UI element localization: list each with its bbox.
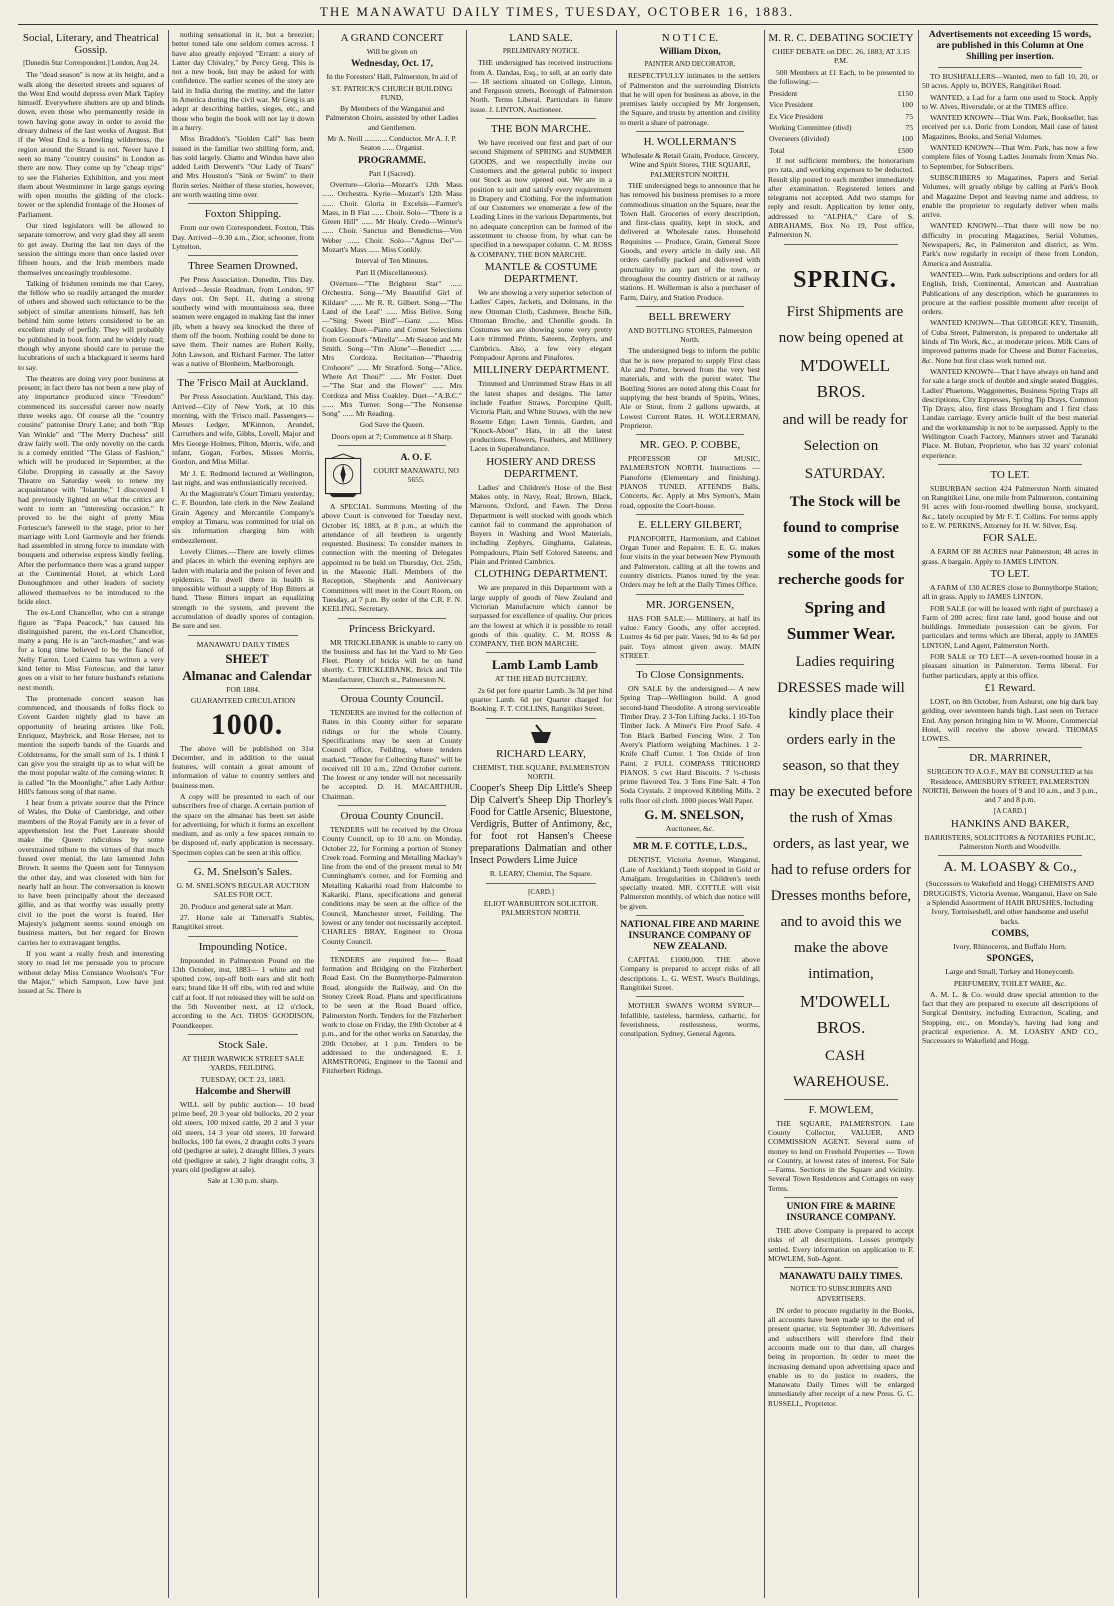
classified-ad: WANTED, a Lad for a farm one used to Stock. Apply to W. Alves, Riversdale, or at the TIMES office. (922, 92, 1098, 111)
paragraph: Our tired legislators will be allowed to separate tomorrow, and very glad they all seem to get away. During the last ten days of the session the sittings more than once lasted over fifteen hours, and the Irish members made themselves unceasingly troublesome. (18, 221, 164, 277)
classified-ad: WANTED KNOWN—That I have always on hand and for sale a large stock of double and single seated Buggies, Ladies' Phaetons, Waggonettes, Business Spring Traps all descriptions, City Expresses, Spring Tip Drays, Common Tip Drays; also, first class Brougham and 1 first class Landau carriage. Every article built of the best material and the workmanship is not to be surpassed. Apply to the Wellington Coach Factory, Manners street and Taranaki Place. M. Buban, Proprietor, who has 32 years' colonial experience. (922, 366, 1098, 460)
paragraph: If not sufficient members, the honorarium pro rata, and working expenses to be deducted. Result slip posted to each member immediately after examination. Registered letters and telegrams not accepted. Add two stamps for reply and result. Application by letter only, addressed to "ALPHA," Care of S. ABRAHAMS, Box No 19, Post office, Palmerston N. (768, 155, 914, 240)
paragraph: If you want a really fresh and interesting story to read let me persuade you to procure without delay Miss Constance Woolson's "For the Major," which Sampson, Low have just issued at 5s. There is (18, 948, 164, 996)
paragraph: MR TRICKLEBANK is unable to carry on the business and has let the Yard to Mr Geo Fleet. Plenty of bricks will be on hand shortly. C. TRICKLEBANK, Brick and Tile Manufacturer, Church st., Palmerston N. (322, 637, 462, 684)
almanac-line: MANAWATU DAILY TIMES (196, 639, 290, 649)
column-rule (616, 30, 617, 1598)
section-heading: MANAWATU DAILY TIMES. (779, 1272, 903, 1283)
paragraph: and will be ready for Selection on (782, 411, 908, 454)
divider (338, 445, 446, 446)
divider (938, 855, 1082, 856)
paragraph: MOTHER SWAN'S WORM SYRUP—Infallible, tasteless, harmless, cathartic, for feverishness, restlessness, worms, constipation. Sydney, General Agents. (620, 1001, 760, 1039)
section-heading: E. ELLERY GILBERT, (638, 518, 742, 531)
paragraph: LOST, on 8th October, from Ashurst, one big dark bay gelding, over seventeen hands high. Last seen on Terrace End. Any person bringing him to W. Moore, Commercial Hotel, will receive the above reward. THOMAS LOWES. (922, 696, 1098, 744)
divider (784, 244, 898, 245)
paragraph: IN order to procure regularity in the Books, all accounts have been made up to the end of present quarter, viz September 30. Advertisers and subscribers will therefore find their accounts made out to that date, all charges being in proportion. In order to meet the increasing demand upon advertising space and enable us to do justice to readers, the Manawatu Daily Times will be enlarged immediately after receipt of a new Press. G. C. RUSSELL, Proprietor. (768, 1305, 914, 1408)
section-heading: TO LET. (990, 567, 1030, 580)
paragraph: A copy will be presented to each of our subscribers free of charge. A certain portion of the space on the almanac has been set aside for advertising, for which it forms an excellent medium, and as only a few spaces remain to be disposed of, early application is necessary. Specimen copies can be seen at this office. (172, 792, 314, 857)
divider (188, 1034, 298, 1035)
prize-amount: 100 (901, 134, 913, 144)
column-header: Advertisements not exceeding 15 words, are published in this Column at One Shilling per insertion. (928, 30, 1092, 62)
divider (636, 594, 744, 595)
almanac-line: FOR 1884. (226, 684, 260, 694)
divider (486, 718, 596, 719)
divider (636, 837, 744, 838)
classified-ad: FOR SALE or TO LET—A seven-roomed house in a pleasant situation in Palmerston. Terms liberal. For further particulars, apply at this office. (922, 652, 1098, 680)
paragraph: WILL sell by public auction— 10 head prime beef, 20 3 year old bullocks, 20 2 year old steers, 100 mixed cattle, 20 2 and 3 year old steers, 14 3 year old steers, 10 forward bullocks, 100 fat ewes, 2 draught colts 3 years old (pedigree at sale), 2 draught fillies, 3 years old (pedigree at sale), 2 light draught colts, 3 years old (pedigree at sale). (172, 1099, 314, 1174)
column-7 (922, 30, 1098, 1598)
paragraph: TENDERS are required for— Road formation and Bridging on the Fitzherbert Road East. On the Bunnythorpe-Palmerston Road, alongside the Railway, and On the Stoney Creek Road. Plans and specifications to be seen at the Road Board office, Palmerston North. Tenders for the Fitzherbert work to close on Friday, the 19th October at 4 p.m., and for the other works on Saturday, the 20th October, at 1 p.m. Tenders to be addressed to the undersigned. E. J. ARMSTRONG, Engineer to the Taonui and Fitzherbert Ridings. (322, 954, 462, 1076)
paragraph: DENTIST, Victoria Avenue, Wanganui, (Late of Auckland.) Teeth stopped in Gold or Amalgam. Irregularities in Children's teeth specially treated. MR. COTTLE will visit Palmerston monthly, of which due notice will be given. (620, 855, 760, 911)
paragraph: Large and Small, Turkey and Honeycomb. (945, 967, 1075, 977)
section-heading: TO LET. (990, 468, 1030, 481)
auctioneer-name: Halcombe and Sherwill (195, 1086, 291, 1097)
concert-heading: A GRAND CONCERT (340, 32, 444, 44)
paragraph: TENDERS will be received by the Oroua County Council, up to 10 a.m. on Monday, October 22, for Forming a portion of Stoney Creek road. Forming and Metalling Mackay's line from the end of the present metal to Mr Cunningham's corner, and for Forming and Metalling Kakariki road from Halcombe to Kakariki. Plans, specifications and general conditions may be seen at the office of the Council, Manchester street, Feilding. The lowest or any tender not necessarily accepted. CHARLES BRAY, Engineer to Oroua County Council. (322, 825, 462, 946)
paragraph: At the Magistrate's Court Timaru yesterday, C. F. Bourdon, late clerk in the New Zealand Grain Agency and Mercantile Company's employ at Timaru, was committed for trial on six information charging him with embezzlement. (172, 489, 314, 545)
paragraph: The promenade concert season has commenced, and thousands of folks flock to Covent Garden nightly glad to have an opportunity of hearing artistes like Foli, Enriquez, Maybrick, and Rose Hersee, not to mention the superb bands of the Guards and Coldstreams, for the small sum of 1s. I think I can give you the straight tip as to what will be the most popular waltz of the coming winter. It is called "In the Moonlight," after Lady Arthur Hill's famous song of that name. (18, 693, 164, 796)
divider (784, 1267, 898, 1268)
classified-ad: WANTED KNOWN—That Wm. Park, Bookseller, has received per s.s. Doric from London, Mail case of latest Magazines, Books, and Serial Volumes. (922, 113, 1098, 141)
programme-heading: PROGRAMME. (358, 155, 426, 166)
paragraph: A. M. L. & Co. would draw special attention to the fact that they are prepared to execute all descriptions of Surgical Dentistry, including Extraction, Scaling, and Stopping, etc., on Monday's, having had long and practical experience. A. M. LOASBY AND CO., Successors to Wakefield and Hogg. (922, 989, 1098, 1046)
section-heading: Foxton Shipping. (204, 208, 282, 221)
paragraph: M'DOWELL BROS. (800, 355, 890, 401)
lamb-heading: Lamb Lamb Lamb (491, 657, 599, 673)
paragraph: CASH WAREHOUSE. (792, 1047, 890, 1090)
paragraph: Interval of Ten Minutes. (355, 256, 429, 266)
paragraph: Mr A. Neill ............ Conductor. Mr A. J. P. Seaton ...... Organist. (327, 134, 457, 153)
concert-date: Wednesday, Oct. 17, (350, 59, 434, 70)
paragraph: CAPITAL £1000,000. THE above Company is prepared to accept risks of all descriptions. L. G. WEST, West's Buildings, Rangitikei Street. (620, 955, 760, 992)
divider (784, 1099, 898, 1100)
paragraph: THE SQUARE, PALMERSTON. Late County Collector, VALUER, AND COMMISSION AGENT. Several sums of money to lend on Freehold Properties — Town or Country, at lowest rates of interest. For Sale—Farms. Sections in the Square and vicinity. Several Town Residences and Cottages on easy Terms. (768, 1118, 914, 1193)
almanac-line: GUARANTEED CIRCULATION (190, 696, 296, 706)
prize-label: Vice President (769, 100, 814, 110)
paragraph: (Successors to Wakefield and Hogg) CHEMISTS AND DRUGGISTS, Victoria Avenue, Wanganui, Have on Sale a Splendid Assortment of HAIR BRUSHES, Including Ivory, Tortoiseshell, and other handsome and useful backs. (923, 879, 1097, 926)
paragraph: HAS FOR SALE:— Millinery, at half its value. Fancy Goods, any offer accepted. Lustres 4s 6d per pair. Vases, 9d to 4s 6d per pair. Toys almost given away. MAIN STREET. (620, 613, 760, 660)
section-heading: N O T I C E. (661, 32, 719, 44)
paragraph: 500 Members at £1 Each, to be presented to the following:— (768, 67, 914, 86)
prize-row (768, 99, 914, 110)
divider (188, 861, 298, 862)
divider (486, 652, 596, 653)
classified-ad: WANTED KNOWN—That there will now be no difficulty in procuring Magazines, Serial Volumes, Newspapers, &c, in Palmerston and district, as Wm. Park's now regularly in receipt of these from London, America and Australia. (922, 221, 1098, 268)
paragraph: We are prepared in this Department with a large supply of goods of New Zealand and Victorian Manufacture which cannot be surpassed for excellence of quality. Our prices are the lowest at which it is possible to retail goods of this quality. C. M. ROSS & COMPANY, THE BON MARCHE. (470, 583, 612, 649)
divider (636, 664, 744, 665)
section-heading: Oroua County Council. (340, 693, 444, 706)
business-name: William Dixon, (659, 47, 721, 57)
divider (188, 372, 298, 373)
section-heading: £1 Reward. (984, 681, 1036, 694)
section-heading: UNION FIRE & MARINE INSURANCE COMPANY. (786, 1202, 896, 1224)
paragraph: Miss Braddon's "Golden Calf" has been issued in the familiar two shilling form, and, has sold largely. Chatto and Windus have also added Leith Derwent's "Our Lady of Tears" and Mrs Houston's "Sink or Swim" to their florin series. Neither of these stories, however, are worth wasting time over. (172, 134, 314, 200)
aof-block (322, 450, 462, 502)
masthead: THE MANAWATU DAILY TIMES, TUESDAY, OCTOBER 16, 1883. (319, 4, 795, 19)
column-rule (466, 30, 467, 1598)
paragraph: The undersigned begs to inform the public that he is now prepared to supply First class Ale and Porter, brewed from the very best materials, and with the purest water. The Bottling Stores are noted along this Coast for supplying the best brands of Spirits, Wines, Ale or Stout, from 2 gallons upwards, at Lowest Current Rates. H. WOLLERMAN, Proprietor. (620, 346, 760, 430)
paragraph: We have received our first and part of our second Shipment of SPRING and SUMMER GOODS, and we respectfully invite our Customers and the general public to inspect our Stock as now opened out. We are in a position to suit and satisfy every requirement in Drapery and Clothing. For the information of our Customers we enumerate a few of the Leading Lines in the various Departments, but no adequate conception can be formed of the assortment to choose from, by what can be specified in a newspaper column. C. M. ROSS & COMPANY, THE BON MARCHE. (470, 138, 612, 259)
mortar-pestle-icon (528, 723, 554, 745)
paragraph: Per Press Association. Dunedin, This Day. Arrived—Jessie Readman, from London, 97 days out. On Sept. 11, during a strong southerly wind with mountainous sea, three seamen were engaged in making fast the inner jib, when a heavy sea knocked the three of them off the boom. Nothing could be done to save them. Their names are Robert Kelly, John Lawson, and Richard Farmer. The latter was a native of Blenheim, Marlborough. (172, 275, 314, 368)
paragraph: ST. PATRICK'S CHURCH BUILDING FUND, (331, 83, 453, 102)
column-rule (318, 30, 319, 1598)
circulation-number: 1000. (210, 707, 284, 741)
prize-row (768, 133, 914, 144)
paragraph: I hear from a private source that the Prince of Wales, the Duke of Cambridge, and other members of the Royal Family are in a fever of apprehension lest the Poet Laureate should make the Queen ridiculous by some overstrained tribute to the virtues of that much fussed over menial, the late lamented John Brown. It seems the Queen sent for Tennyson the other day, and was closeted with him for nearly half an hour. The conversation is known to have been principally about the deceased gillie, and as that worthy was usually pretty civil to the poet the worst is feared. Her Majesty's judgment seems sound enough on business matters, but her regard for Brown carries her to extravagant lengths. (18, 798, 164, 947)
foresters-crest-icon (322, 450, 364, 502)
prize-label: Total (769, 145, 785, 155)
paragraph: CHIEF DEBATE on DEC. 26, 1883, AT 3.15 P.M. (772, 47, 910, 66)
column-6 (768, 30, 914, 1598)
divider (338, 688, 446, 689)
prize-row (768, 111, 914, 122)
paragraph: A SPECIAL Summons Meeting of the above Court is convened for Tuesday next, October 16, 1883, at 8 p.m., at which the attendance of all brethren is urgently requested. Business: To consider matters in connection with the meeting of Delegates appointed to be held on Thursday, Oct. 25th, in the Masonic Hall. Members of the Reception, Shepherds and Anniversary Committees will meet in the Court Room, on Tuesday, at 7 p.m. By order of the C.R. F. N. KEELING, Secretary. (322, 501, 462, 614)
column-4 (470, 30, 612, 1598)
classified-ad: WANTED—Wm. Park subscriptions and orders for all English, Irish, Continental, American and Australian Publications of any description, which he guarantees to procure at the earliest possible moment after receipt of orders. (922, 269, 1098, 317)
classified-ad: SUBSCRIBERS to Magazines, Papers and Serial Volumes, will greatly oblige by calling at Park's Book and Magazine Depot and leaving name and address, to enable the proprietor to regularly deliver when mails arrive. (922, 172, 1098, 220)
section-heading: HANKINS AND BAKER, (950, 817, 1070, 830)
divider (938, 67, 1082, 68)
divider (636, 306, 744, 307)
paragraph: First Shipments are now being opened at (778, 303, 904, 346)
paragraph: SUBURBAN section 424 Palmerston North situated on Rangitikei Line, one mile from Palmerston, containing 91 acres with four-roomed dwelling house, stockyard, &c., lately occupied by Mr F. T. Collins. For terms apply to E. W. PERKINS, Attorney for H. W. Silver, Esq. (922, 483, 1098, 531)
aof-heading: A. O. F. (400, 452, 432, 463)
product-heading: SPONGES, (986, 954, 1034, 965)
classified-ad: FOR SALE (or will be leased with right of purchase) a Farm of 200 acres; first rate land, good house and out buildings. Immediate possession can be given. For particulars and terms which are liberal, apply to JAMES LINTON, Land Agent, Palmerston North. (922, 603, 1098, 650)
chemist-name: RICHARD LEARY, (496, 747, 586, 760)
prize-amount: 75 (905, 111, 913, 121)
section-heading: The 'Frisco Mail at Auckland. (177, 377, 309, 390)
section-heading: M. R. C. DEBATING SOCIETY (768, 32, 914, 44)
section-heading: THE BON MARCHE. (491, 123, 591, 136)
divider (486, 883, 596, 884)
article-title: Social, Literary, and Theatrical Gossip. (22, 32, 160, 56)
section-heading: NATIONAL FIRE AND MARINE INSURANCE COMPANY OF NEW ZEALAND. (620, 920, 760, 953)
paragraph: BARRISTERS, SOLICITORS & NOTARIES PUBLIC, Palmerston North and Woodville. (924, 832, 1096, 852)
divider (188, 203, 298, 204)
paragraph: nothing sensational in it, but a breezier, better toned tale one seldom comes across. I have also greatly enjoyed "Errant: a story of Latter day Chivalry," by Percy Greg. This is not a new book, but may be asked for with confidence. The earlier scenes of the story are laid in India during the mutiny, and the latter in America during the civil war. Mr Greg is an adept at describing battles, sieges, etc., and those who begin the book will not lay it down in a hurry. (172, 30, 314, 132)
paragraph: PRELIMINARY NOTICE. (502, 47, 580, 55)
divider (338, 805, 446, 806)
almanac-line: SHEET (225, 650, 269, 666)
prize-row (768, 88, 914, 99)
divider (486, 118, 596, 119)
paragraph: Talking of Irishmen reminds me that Carey, the fellow who so readily arranged the murder of others and showed such reluctance to be the subject of similar attentions himself, has left behind him some letters considered to be an excellent study of perfidy. They will probably be published in book form and be widely read; though why anyone should care to peruse the lucubrations of such a blackguard it seems hard to say. (18, 278, 164, 372)
product-heading: COMBS, (991, 928, 1029, 939)
section-heading: Stock Sale. (218, 1038, 268, 1051)
divider (188, 635, 298, 636)
paragraph: The above will be published on 31st December, and in addition to the usual features, will contain a great amount of information of value to country settlers and business men. (172, 743, 314, 790)
divider (338, 618, 446, 619)
paragraph: Ivory, Rhinoceros, and Buffalo Horn. (953, 941, 1067, 951)
crest (470, 723, 612, 745)
section-heading: BELL BREWERY (648, 310, 732, 323)
section-heading: G. M. Snelson's Sales. (193, 866, 293, 879)
prize-label: President (769, 89, 798, 99)
prize-row (768, 145, 914, 156)
paragraph: Trimmed and Untrimmed Straw Hats in all the latest shapes and designs. The latter include Feather Straws, Porcupine Quill, Victoria Plait, and White Straws, with the new Rosette Edge; Lawn Tennis, Garden, and "Knock-About" Hats, in all the latest productions. Flowers, Feathers, and Millinery Laces in Superabundance. (470, 379, 612, 454)
section-heading: HOSIERY AND DRESS DEPARTMENT. (486, 455, 596, 480)
divider (188, 255, 298, 256)
section-heading: MR. JORGENSEN, (645, 598, 735, 611)
paragraph: PAINTER AND DECORATOR, (644, 60, 736, 68)
prize-label: Working Committee (divd) (769, 123, 852, 133)
auctioneer-name: G. M. SNELSON, (644, 807, 744, 822)
paragraph: By Members of the Wanganui and Palmerston Choirs, assisted by other Ladies and Gentlemen. (325, 104, 459, 132)
paragraph: [CARD.] (528, 887, 554, 896)
prize-row (768, 122, 914, 133)
section-heading: A. M. LOASBY & Co., (943, 860, 1077, 876)
section-heading: F. MOWLEM, (808, 1103, 874, 1116)
classified-ad: TO BUSHFALLERS—Wanted, men to fall 10, 20, or 50 acres. Apply to, BOYES, Rangitikei Road. (922, 72, 1098, 91)
paragraph: TUESDAY, OCT. 23, 1883. (200, 1074, 286, 1084)
paragraph: Part I (Sacred). (368, 168, 416, 178)
section-heading: H. WOLLERMAN'S (643, 136, 737, 149)
dateline: [Dunedin Star Correspondent.] London, Aug 24. (23, 59, 159, 67)
divider (636, 996, 744, 997)
divider (188, 936, 298, 937)
paragraph: A FARM of 130 ACRES close to Bunnythorpe Station; all in grass. Apply to JAMES LINTON. (922, 582, 1098, 602)
paragraph: 2s 6d per fore quarter Lamb. 3s 3d per hind quarter Lamb. 6d per Quarter charged for Booking. F. T. COLLINS, Rangitikei Street. (470, 685, 612, 714)
prize-amount: £150 (897, 89, 913, 99)
section-heading: To Close Consignments. (636, 669, 744, 682)
divider (636, 131, 744, 132)
paragraph: The "dead season" is now at its height, and a walk along the deserted streets and squares of the West End would depress even Mark Tapley himself. Everywhere shutters are up and blinds down, even those who permanently reside in town having gone away in order to avoid the dreary dulness of the last weeks of August. But if the West End is a howling wilderness, the region around the Strand is not. Never have I seen so many "country cousins" in London as there are now. They come up by "cheap trips" to see the Fisheries Exhibition, and you meet them about Westminster in large gangs eyeing with open mouths the gilding of the clock-tower or the splendid frontage of the Houses of Parliament. (18, 70, 164, 219)
paragraph: Auctioneer, &c. (665, 824, 715, 833)
paragraph: 20. Produce and general sale at Mart. (180, 901, 294, 911)
column-rule (168, 30, 169, 1598)
section-heading: LAND SALE. (509, 32, 573, 44)
paragraph: Wholesale & Retail Grain, Produce, Grocery, Wine and Spirit Stores, THE SQUARE, PALMERSTON NORTH. (621, 151, 759, 179)
section-heading: MANTLE & COSTUME DEPARTMENT. (484, 260, 598, 285)
paragraph: CHEMIST, THE SQUARE, PALMERSTON NORTH. (472, 762, 610, 781)
divider (338, 950, 446, 951)
column-rule (764, 30, 765, 1598)
paragraph: The theatres are doing very poor business at present; in fact there has not been a new play of any importance produced since "Freedom" commenced its successful career now nearly three weeks ago. Of course all the "country cousins" patronise Drury Lane; and both "Rip Van Winkle" and "The Merry Duchess" still draw fairly well. The only novelty on the cards is a comedy entitled "The Glass of Fashion," which will be produced in September, at the Globe. Dropping in casually at the Savoy Theatre on Saturday week to renew my acquaintance with "Iolanthe," I discovered I had previously lighted on what the critics are wont to term an "interesting occasion." It proved to be the night of pretty Miss Fortescue's farewell to the stage, prior to her marriage with Lord Garmoyle and her friends had assembled in strong force to inundate with bouquets and otherwise express kindly feeling. After the performance there was a grand supper at the Continental Hotel, at which Lord Donoughmore and other leaders of society allowed themselves to be introduced to the bride elect. (18, 373, 164, 606)
paragraph: THE undersigned begs to announce that he has removed his business premises to a more commodious situation on the Square, near the Town Hall. Groceries of every description, and first-class quality, kept in stock, and delivered at Wholesale rates. Household Requisites — Produce, Grain, General Store Goods, and every article in daily use. All orders carefully packed and delivered with punctuality to any part of the town, or throughout the country districts or at railway stations. H. Wollerman is also a purchaser of Farm, Dairy, and Station Produce. (620, 180, 760, 302)
section-heading: MR. GEO. P. COBBE, (639, 439, 741, 452)
classified-ad: WANTED KNOWN—That GEORGE KEY, Tinsmith, of Cuba Street, Palmerston, is prepared to undertake all kinds of Tin Work, &c., at moderate prices. Milk Cans of improved patterns made for Cheese and Butter Factories, &c. None but first class work turned out. (922, 318, 1098, 365)
column-rule (918, 30, 919, 1598)
prize-label: Ex Vice President (769, 111, 824, 121)
section-heading: Impounding Notice. (198, 940, 288, 953)
divider (938, 747, 1082, 748)
paragraph: Spring and Summer Wear. (786, 597, 896, 643)
paragraph: We are showing a very superior selection of Ladies' Capes, Jackets, and Dolmans, in the new Ottoman Cloth, Cashmere, Broche Silk, Ottoman Broche, and Chenille goods. In Costumes we are showing some very pretty Lace trimmed Prints, Sateens, Zephyrs, and Cambrics. Also, a few very elegant Pompadour Aprons and Pinafores. (470, 287, 612, 363)
divider (636, 434, 744, 435)
paragraph: G. M. SNELSON'S REGULAR AUCTION SALES FOR OCT. (176, 881, 310, 900)
paragraph: Part II (Miscellaneous). (356, 267, 428, 277)
paragraph: In the Foresters' Hall, Palmerston, In aid of (326, 72, 458, 82)
paragraph: Ladies' and Children's Hose of the Best Makes only, in Navy, Real, Brown, Black, Maroons, Oxford, and Fawn. The Dress Department is well stocked with goods which cannot fail to command the approbation of Buyers in Washing and Wool Materials, including Zephyrs, Ginghams, Galateas, Pompadours, Plain Self Colored Sateens, and Plain and Printed Cambrics. (470, 482, 612, 567)
prize-label: Overseers (divided) (769, 134, 830, 144)
paragraph: ELIOT WARBURTON SOLICITOR. PALMERSTON NORTH. (483, 898, 599, 918)
classified-ad: WANTED KNOWN—That Wm. Park, has now a few complete files of Young Ladies Journals from Xmas No. to September, for Subscribers. (922, 143, 1098, 171)
paragraph: Cooper's Sheep Dip Little's Sheep Dip Calvert's Sheep Dip Thorley's Food for Cattle Arsenic, Bluestone, Verdigris, Butter of Antimony, &c, for foot rot Hansen's Cheese preparations Dalmatian and other Insect Powders Lime Juice (470, 783, 612, 867)
masthead-rule (18, 24, 1098, 25)
paragraph: NOTICE TO SUBSCRIBERS AND ADVERTISERS. (790, 1285, 892, 1303)
spring-heading: SPRING. (793, 266, 897, 293)
divider (636, 915, 744, 916)
section-heading: Princess Brickyard. (348, 622, 436, 635)
paragraph: RESPECTFULLY intimates to the settlers of Palmerston and the surrounding Districts that he will open for business as above, in the premises lately occupied by Mr Jorgensen, the Square, and trusts by attention and civility to merit a share of patronage. (620, 71, 760, 127)
section-heading: MR M. F. COTTLE, L.D.S., (633, 842, 747, 853)
paragraph: COURT MANAWATU, NO 5655. (373, 465, 459, 485)
paragraph: Sale at 1.30 p.m. sharp. (207, 1176, 279, 1186)
paragraph: SURGEON TO A.O.F., MAY BE CONSULTED at his Residence, AMESBURY STREET, PALMERSTON NORTH, Between the hours of 9 and 10 a.m., and 3 p.m., and 7 and 8 p.m. (922, 767, 1098, 805)
section-heading: FOR SALE. (982, 532, 1038, 545)
paragraph: [A CARD.] (993, 806, 1027, 815)
divider (938, 464, 1082, 465)
prize-amount: 75 (905, 123, 913, 133)
paragraph: The Stock will be found to comprise some of the most recherche goods for (777, 493, 905, 588)
paragraph: THE above Company is prepared to accept risks of all descriptions. Losses promptly settled. Every information on application to F. MOWLEM, Sub-Agent. (768, 1226, 914, 1263)
paragraph: Will be given on (366, 47, 418, 56)
paragraph: Mr J. E. Redmond lectured at Wellington, last night, and was enthusiastically received. (172, 468, 314, 487)
prize-table (768, 88, 914, 156)
paragraph: THE undersigned has received instructions from A. Dandas, Esq., to sell, at an early date— 18 sections situated on College, Linton, and Ferguson streets, Borough of Palmerston North. Terms Liberal. Particulars in future issue. J. LINTON, Auctioneer. (470, 58, 612, 114)
column-2 (172, 30, 314, 1598)
prize-amount: 100 (901, 100, 913, 110)
paragraph: Overture—"The Brightest Star" ...... Orchestra. Song—"My Beautiful Girl of Kildare" ...... Mr R. R. Gilbert. Song—"The Land of the Leal" ...... Miss Belive. Song—"Sing Sweet Bird"—Ganz ...... Miss Coakley. Duet—Piano and Cornet Selections from Gounod's "Mirella"—Mr Seaton and Mr Smith. Song—"I'm Alone"—Benedict ...... Mrs Cordoza. Recitation—"Phaedrig Crohoore" ...... Mr Stratford. Song—"Alice, Where Art Thou?" ...... Mr Foster. Duet—"The Star and the Flower" ...... Mrs Cordoza and Miss Coakley. Duet—"A.B.C." ...... Mrs Turner. Song—"The Nonsense Song" ...... Mr Reading. (322, 278, 462, 419)
paragraph: Lovely Climes.—There are lovely climes and places in which the evening zephyrs are laden with malaria and the poison of fever and epidemics. To dwell there in health is impossible without a supply of Hop Bitters at hand. These Bitters impart an equalizing strength to the system, and prevent the accumulation of deadly spores of contagion. Be sure and see. (172, 546, 314, 631)
paragraph: 27. Horse sale at Tattersall's Stables, Rangitikei street. (172, 912, 314, 932)
paragraph: ON SALE by the undersigned— A new Spring Trap—Wellington build. A good second-hand Theodolite. A strong serviceable Timber Dray. 2 3-Ton Lifting Jacks. 1 10-Ton Timber Jack. A Miner's Fire Proof Safe. 4 Ton Black Barbed Fencing Wire. 2 Ton Avery's Platform weighing Machines. 1 2-Knife Chaff Cutter. 1 Ton Oxide of Iron Paint. 2 FULL COMPASS TRICHORD PIANOS. 5 cwt Hard Biscuits. 7 ½-chests prime flavored Tea. 3 Tons Fine Salt. 4 Ton Soda Crystals. 2 improved Kibbling Mills. 2 rolls floor oil cloth. 1000 pieces Wall Paper. (620, 684, 760, 805)
divider (636, 514, 744, 515)
paragraph: PIANOFORTE, Harmonium, and Cabinet Organ Tuner and Repairer. E. E. G. makes four visits in the year between New Plymouth and Palmerston, calling at all the towns and country districts. Pianos tuned by the year. Orders may be left at the Daily Times Office. (620, 533, 760, 590)
paragraph: Impounded in Palmerston Pound on the 13th October, inst, 1883— 1 white and red spotted cow, top-off both ears and slit both ears; brand like H off ribs, with red and white calf at foot. If not released they will be sold on the 5th November next, at 12 o'clock, according to the Act. THOS GOODISON, Poundkeeper. (172, 955, 314, 1030)
paragraph: Doors open at 7; Commence at 8 Sharp. (331, 431, 453, 441)
section-heading: Oroua County Council. (340, 810, 444, 822)
prize-amount: £500 (897, 145, 913, 155)
paragraph: PERFUMERY, TOILET WARE, &c. (953, 978, 1067, 988)
almanac-line: Almanac and Calendar (182, 667, 312, 683)
paragraph: AND BOTTLING STORES, Palmerston North. (627, 325, 753, 345)
paragraph: SATURDAY. (804, 465, 886, 482)
paragraph: PROFESSOR OF MUSIC, PALMERSTON NORTH. Instructions — Pianoforte (Elementary and finishing). PIANOS TUNED. ATTENDS Balls, Concerts, &c. Apply at Mrs Symon's, Main road, opposite the Court-house. (620, 454, 760, 510)
column-3 (322, 30, 462, 1598)
paragraph: M'DOWELL BROS. (800, 991, 890, 1037)
column-5 (620, 30, 760, 1598)
paragraph: Overture—Gloria—Mozart's 12th Mass ...... Orchestra. Kyrie—Mozart's 12th Mass ...... Choir. Gloria in Excelsis—Farmer's Mass, in B Flat ...... Choir. Solo—"There is a Green Hill" ...... Mr Healy. Credo—Winter's ...... Choir. Sanctus and Benedictus—Von Weber ...... Choir. Solo—"Agnus Dei"—Mozart's Mass ...... Miss Conkly. (322, 179, 462, 255)
paragraph: From our own Correspondent. Foxton, This Day. Arrived—9.30 a.m., Zior, schooner, from Lyttelton. (172, 223, 314, 251)
section-heading: MILLINERY DEPARTMENT. (472, 364, 610, 377)
section-heading: DR. MARRINER, (969, 752, 1051, 765)
divider (784, 1197, 898, 1198)
paragraph: God Save the Queen. (359, 420, 425, 430)
paragraph: AT THE HEAD BUTCHERY. (495, 674, 587, 684)
paragraph: Per Press Association. Auckland, This day. Arrived—City of New York, at 10 this morning, with the 'Frisco mail. Passengers—Messrs Ledger, M'Kinnon, Arundel, Carruthers and wife, Gibbs, Lovell, Major and Mrs George Holmes, Pilton, Morris, wife, and infant, Gogan, Forbes, Misses Morris, Gordon, and Miss Millar. (172, 392, 314, 467)
section-heading: CLOTHING DEPARTMENT. (474, 568, 608, 581)
paragraph: A FARM OF 88 ACRES near Palmerston; 48 acres in grass. A bargain. Apply to JAMES LINTON. (922, 547, 1098, 566)
paragraph: The ex-Lord Chancellor, who cut a strange figure as "Papa Peacock," has caused his distinguished parent, the ex-Lord Chancellor, many a pang. He is an "arch-masher," and was for a long time believed to be the fiancé of Nelly Farren. Lord Cairns has written a very kind letter to Miss Fortescue, and the latter goes on a visit to her future husband's relations next month. (18, 608, 164, 692)
paragraph: Ladies requiring DRESSES made will kindly place their orders early in the season, so that they may be executed before the rush of Xmas orders, as last year, we had to refuse orders for Dresses months before, and to avoid this we make the above intimation, (769, 653, 913, 982)
paragraph: R. LEARY, Chemist, The Square. (489, 869, 593, 879)
paragraph: TENDERS are invited for the collection of Rates in this County either for separate ridings or for the whole County. Specifications may be seen at County Council office, Feilding, where tenders marked, "Tender for Collecting Rates" will be received till 10 a.m., 22nd October current. The lowest or any tender will not necessarily be accepted. D. H. MACARTHUR, Chairman. (322, 708, 462, 801)
column-1 (18, 30, 164, 1598)
paragraph: AT THEIR WARWICK STREET SALE YARDS, FEILDING. (181, 1053, 305, 1073)
section-heading: Three Seamen Drowned. (188, 260, 298, 273)
